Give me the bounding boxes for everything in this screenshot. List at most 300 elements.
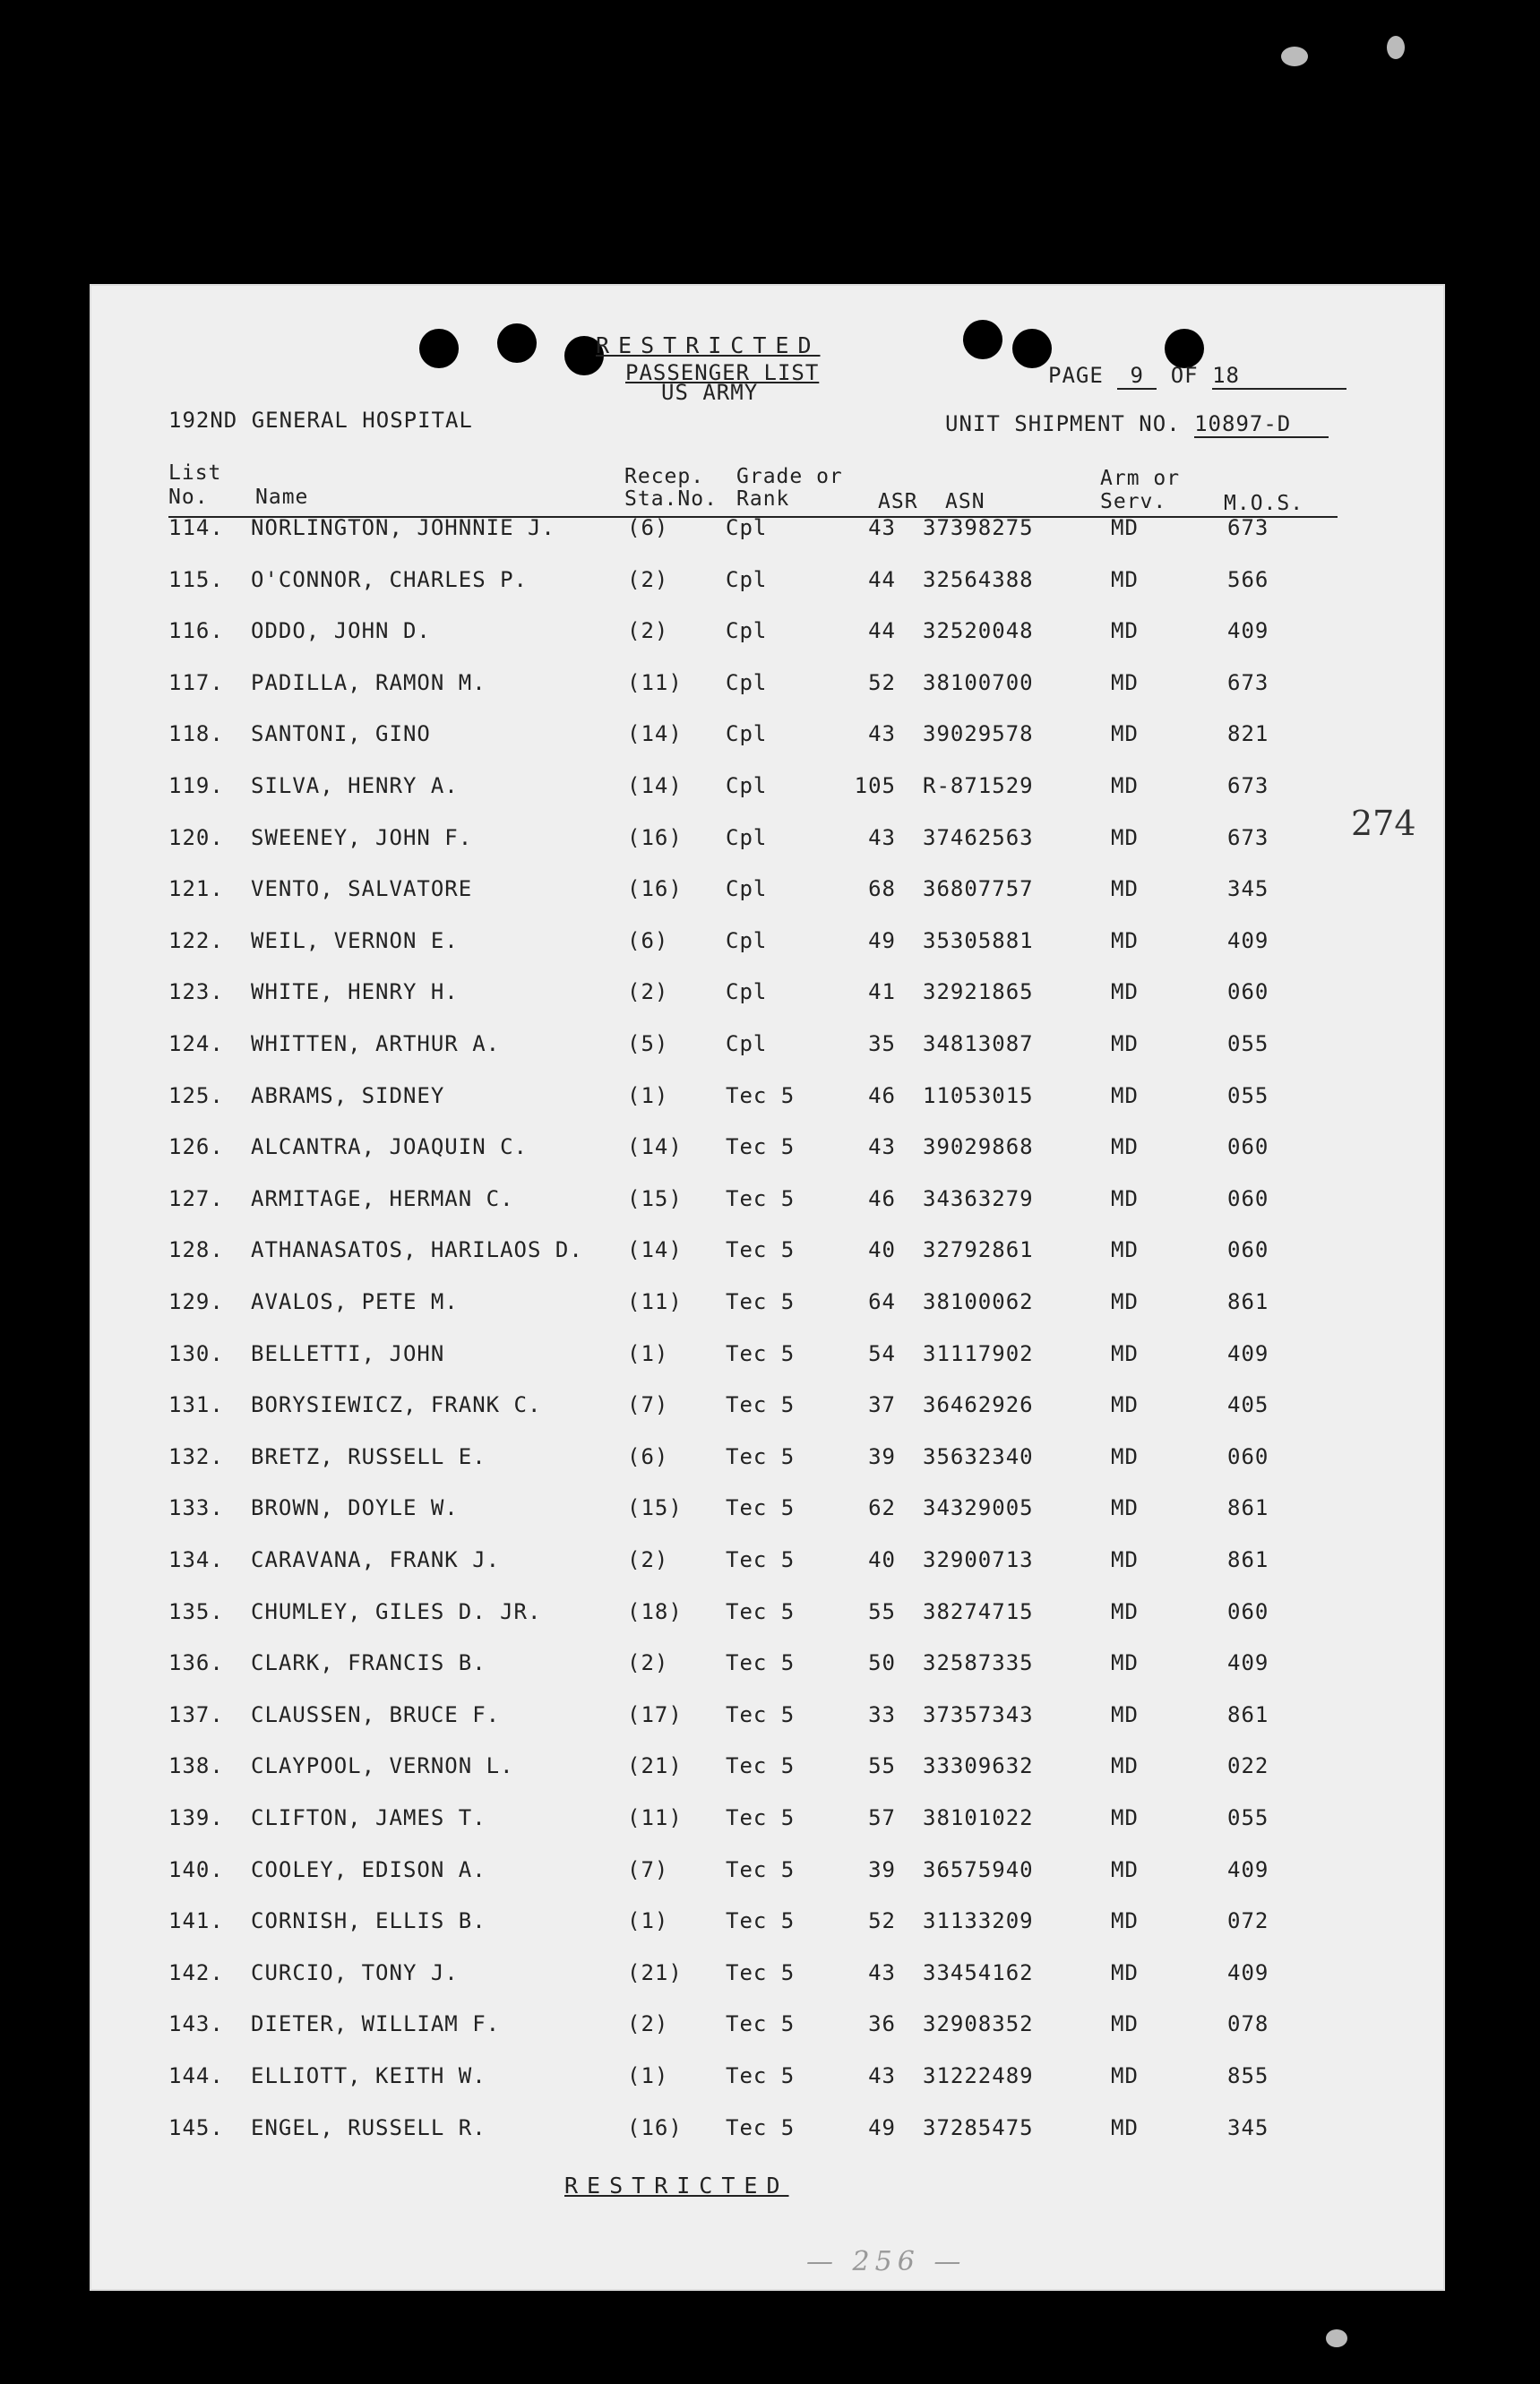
cell-arm: MD bbox=[1111, 1289, 1139, 1314]
cell-rec: (14) bbox=[627, 1134, 683, 1160]
cell-name: BELLETTI, JOHN bbox=[251, 1340, 445, 1366]
cell-mos: 673 bbox=[1227, 669, 1269, 695]
cell-grade: Cpl bbox=[726, 927, 768, 953]
table-row bbox=[90, 1083, 1445, 1115]
table-row bbox=[90, 721, 1445, 753]
table-row bbox=[90, 1289, 1445, 1321]
cell-no: 140. bbox=[168, 1856, 224, 1882]
cell-arm: MD bbox=[1111, 566, 1139, 592]
cell-mos: 855 bbox=[1227, 2063, 1269, 2088]
cell-asn: 36807757 bbox=[923, 876, 1034, 902]
cell-asr: 39 bbox=[868, 1856, 896, 1882]
cell-no: 117. bbox=[168, 669, 224, 695]
cell-arm: MD bbox=[1111, 1547, 1139, 1572]
cell-asn: 35305881 bbox=[923, 927, 1034, 953]
cell-name: BROWN, DOYLE W. bbox=[251, 1495, 459, 1521]
cell-mos: 673 bbox=[1227, 515, 1269, 540]
table-row bbox=[90, 1547, 1445, 1579]
cell-asr: 105 bbox=[854, 773, 896, 798]
cell-asn: 38101022 bbox=[923, 1805, 1034, 1830]
cell-name: ODDO, JOHN D. bbox=[251, 618, 431, 644]
table-row bbox=[90, 515, 1445, 547]
cell-rec: (16) bbox=[627, 876, 683, 902]
handwritten-page-number: — 256 — bbox=[806, 2246, 967, 2277]
cell-no: 141. bbox=[168, 1908, 224, 1934]
cell-grade: Tec 5 bbox=[726, 1908, 796, 1934]
cell-arm: MD bbox=[1111, 824, 1139, 850]
page-number: 9 bbox=[1117, 363, 1157, 390]
cell-no: 128. bbox=[168, 1237, 224, 1263]
cell-mos: 345 bbox=[1227, 2114, 1269, 2140]
table-row bbox=[90, 1341, 1445, 1373]
cell-asr: 43 bbox=[868, 515, 896, 540]
cell-mos: 861 bbox=[1227, 1547, 1269, 1572]
cell-rec: (15) bbox=[627, 1185, 683, 1211]
cell-grade: Cpl bbox=[726, 566, 768, 592]
cell-name: CLAUSSEN, BRUCE F. bbox=[251, 1701, 501, 1727]
cell-asr: 43 bbox=[868, 1134, 896, 1160]
cell-mos: 055 bbox=[1227, 1805, 1269, 1830]
cell-asn: 32520048 bbox=[923, 618, 1034, 644]
cell-name: CURCIO, TONY J. bbox=[251, 1959, 459, 1985]
table-row bbox=[90, 979, 1445, 1011]
table-row bbox=[90, 825, 1445, 857]
table-row bbox=[90, 618, 1445, 650]
page-total: 18 bbox=[1212, 363, 1346, 390]
cell-rec: (1) bbox=[627, 1908, 669, 1934]
cell-mos: 060 bbox=[1227, 1185, 1269, 1211]
cell-grade: Cpl bbox=[726, 824, 768, 850]
col-arm-line2: Serv. bbox=[1100, 490, 1167, 513]
cell-rec: (6) bbox=[627, 1443, 669, 1469]
cell-arm: MD bbox=[1111, 876, 1139, 902]
cell-name: CLAYPOOL, VERNON L. bbox=[251, 1753, 514, 1779]
cell-asn: 39029578 bbox=[923, 721, 1034, 747]
cell-arm: MD bbox=[1111, 979, 1139, 1005]
cell-asn: 31117902 bbox=[923, 1340, 1034, 1366]
shipment-label: UNIT SHIPMENT NO. bbox=[945, 411, 1181, 436]
cell-rec: (16) bbox=[627, 824, 683, 850]
col-asn: ASN bbox=[945, 490, 985, 513]
cell-asn: 37462563 bbox=[923, 824, 1034, 850]
cell-mos: 345 bbox=[1227, 876, 1269, 902]
cell-rec: (2) bbox=[627, 566, 669, 592]
cell-rec: (7) bbox=[627, 1856, 669, 1882]
table-row bbox=[90, 1960, 1445, 1992]
cell-name: SWEENEY, JOHN F. bbox=[251, 824, 473, 850]
cell-grade: Tec 5 bbox=[726, 1753, 796, 1779]
cell-asr: 57 bbox=[868, 1805, 896, 1830]
cell-name: WEIL, VERNON E. bbox=[251, 927, 459, 953]
cell-rec: (14) bbox=[627, 721, 683, 747]
cell-no: 145. bbox=[168, 2114, 224, 2140]
cell-name: ALCANTRA, JOAQUIN C. bbox=[251, 1134, 528, 1160]
cell-asn: 38274715 bbox=[923, 1598, 1034, 1624]
cell-grade: Tec 5 bbox=[726, 1340, 796, 1366]
cell-asr: 50 bbox=[868, 1650, 896, 1676]
cell-asn: 32587335 bbox=[923, 1650, 1034, 1676]
cell-asr: 40 bbox=[868, 1547, 896, 1572]
cell-mos: 861 bbox=[1227, 1289, 1269, 1314]
cell-no: 122. bbox=[168, 927, 224, 953]
cell-no: 124. bbox=[168, 1031, 224, 1056]
cell-no: 143. bbox=[168, 2011, 224, 2037]
col-asr: ASR bbox=[878, 490, 918, 513]
cell-asn: 31133209 bbox=[923, 1908, 1034, 1934]
cell-rec: (2) bbox=[627, 2011, 669, 2037]
cell-asn: 38100062 bbox=[923, 1289, 1034, 1314]
cell-rec: (14) bbox=[627, 1237, 683, 1263]
cell-mos: 409 bbox=[1227, 1340, 1269, 1366]
cell-asr: 54 bbox=[868, 1340, 896, 1366]
cell-mos: 055 bbox=[1227, 1082, 1269, 1108]
cell-grade: Tec 5 bbox=[726, 1443, 796, 1469]
cell-no: 142. bbox=[168, 1959, 224, 1985]
cell-arm: MD bbox=[1111, 1753, 1139, 1779]
cell-asn: 34813087 bbox=[923, 1031, 1034, 1056]
cell-arm: MD bbox=[1111, 1082, 1139, 1108]
cell-name: O'CONNOR, CHARLES P. bbox=[251, 566, 528, 592]
cell-rec: (7) bbox=[627, 1392, 669, 1418]
cell-mos: 409 bbox=[1227, 927, 1269, 953]
page-indicator bbox=[1048, 363, 1346, 390]
cell-no: 126. bbox=[168, 1134, 224, 1160]
cell-rec: (11) bbox=[627, 1289, 683, 1314]
cell-name: COOLEY, EDISON A. bbox=[251, 1856, 486, 1882]
cell-arm: MD bbox=[1111, 2011, 1139, 2037]
document-page bbox=[90, 284, 1445, 2291]
cell-arm: MD bbox=[1111, 1134, 1139, 1160]
cell-mos: 022 bbox=[1227, 1753, 1269, 1779]
cell-asn: 31222489 bbox=[923, 2063, 1034, 2088]
scan-speck bbox=[1281, 47, 1308, 66]
cell-rec: (2) bbox=[627, 979, 669, 1005]
cell-mos: 861 bbox=[1227, 1495, 1269, 1521]
cell-asr: 35 bbox=[868, 1031, 896, 1056]
table-row bbox=[90, 876, 1445, 908]
cell-no: 131. bbox=[168, 1392, 224, 1418]
cell-mos: 673 bbox=[1227, 773, 1269, 798]
cell-name: WHITTEN, ARTHUR A. bbox=[251, 1031, 501, 1056]
cell-arm: MD bbox=[1111, 515, 1139, 540]
side-page-number: 274 bbox=[1351, 804, 1416, 843]
table-row bbox=[90, 1753, 1445, 1786]
table-row bbox=[90, 1444, 1445, 1476]
passenger-list-title: PASSENGER LIST bbox=[625, 360, 820, 385]
cell-no: 115. bbox=[168, 566, 224, 592]
cell-asn: 32908352 bbox=[923, 2011, 1034, 2037]
cell-grade: Tec 5 bbox=[726, 1237, 796, 1263]
cell-mos: 072 bbox=[1227, 1908, 1269, 1934]
table-row bbox=[90, 1186, 1445, 1218]
cell-mos: 055 bbox=[1227, 1031, 1269, 1056]
cell-asr: 43 bbox=[868, 824, 896, 850]
cell-asn: 32921865 bbox=[923, 979, 1034, 1005]
cell-no: 144. bbox=[168, 2063, 224, 2088]
cell-asr: 49 bbox=[868, 2114, 896, 2140]
cell-mos: 060 bbox=[1227, 1237, 1269, 1263]
cell-arm: MD bbox=[1111, 1185, 1139, 1211]
cell-mos: 409 bbox=[1227, 1959, 1269, 1985]
table-row bbox=[90, 773, 1445, 805]
cell-grade: Tec 5 bbox=[726, 2063, 796, 2088]
cell-grade: Tec 5 bbox=[726, 1650, 796, 1676]
cell-mos: 060 bbox=[1227, 1598, 1269, 1624]
cell-grade: Tec 5 bbox=[726, 1856, 796, 1882]
cell-mos: 409 bbox=[1227, 618, 1269, 644]
table-row bbox=[90, 2115, 1445, 2147]
punch-hole bbox=[497, 323, 537, 363]
cell-arm: MD bbox=[1111, 1031, 1139, 1056]
punch-hole bbox=[419, 329, 459, 368]
table-row bbox=[90, 1702, 1445, 1734]
cell-rec: (1) bbox=[627, 1082, 669, 1108]
cell-arm: MD bbox=[1111, 1598, 1139, 1624]
cell-grade: Tec 5 bbox=[726, 1289, 796, 1314]
cell-asn: 33309632 bbox=[923, 1753, 1034, 1779]
cell-arm: MD bbox=[1111, 618, 1139, 644]
cell-name: ARMITAGE, HERMAN C. bbox=[251, 1185, 514, 1211]
cell-mos: 060 bbox=[1227, 979, 1269, 1005]
cell-grade: Tec 5 bbox=[726, 1805, 796, 1830]
cell-arm: MD bbox=[1111, 1805, 1139, 1830]
cell-rec: (1) bbox=[627, 1340, 669, 1366]
cell-no: 138. bbox=[168, 1753, 224, 1779]
cell-arm: MD bbox=[1111, 1392, 1139, 1418]
cell-grade: Tec 5 bbox=[726, 1598, 796, 1624]
cell-asr: 44 bbox=[868, 566, 896, 592]
cell-name: CARAVANA, FRANK J. bbox=[251, 1547, 501, 1572]
col-arm-line1: Arm or bbox=[1100, 467, 1181, 490]
cell-rec: (14) bbox=[627, 773, 683, 798]
punch-hole bbox=[963, 320, 1002, 359]
cell-asr: 55 bbox=[868, 1598, 896, 1624]
cell-name: ELLIOTT, KEITH W. bbox=[251, 2063, 486, 2088]
cell-no: 116. bbox=[168, 618, 224, 644]
cell-no: 129. bbox=[168, 1289, 224, 1314]
cell-mos: 861 bbox=[1227, 1701, 1269, 1727]
cell-grade: Tec 5 bbox=[726, 2011, 796, 2037]
cell-no: 121. bbox=[168, 876, 224, 902]
cell-arm: MD bbox=[1111, 1495, 1139, 1521]
cell-rec: (16) bbox=[627, 2114, 683, 2140]
cell-asn: 37398275 bbox=[923, 515, 1034, 540]
table-row bbox=[90, 1650, 1445, 1683]
cell-no: 136. bbox=[168, 1650, 224, 1676]
cell-mos: 409 bbox=[1227, 1856, 1269, 1882]
scan-speck bbox=[1387, 36, 1405, 59]
cell-rec: (2) bbox=[627, 1650, 669, 1676]
col-list-no-line1: List bbox=[168, 461, 222, 485]
page-label: PAGE bbox=[1048, 363, 1104, 388]
cell-grade: Tec 5 bbox=[726, 1547, 796, 1572]
cell-name: CHUMLEY, GILES D. JR. bbox=[251, 1598, 542, 1624]
table-row bbox=[90, 670, 1445, 702]
cell-arm: MD bbox=[1111, 1237, 1139, 1263]
cell-name: CORNISH, ELLIS B. bbox=[251, 1908, 486, 1934]
table-row bbox=[90, 1495, 1445, 1528]
table-row bbox=[90, 1392, 1445, 1424]
cell-asr: 52 bbox=[868, 669, 896, 695]
table-row bbox=[90, 567, 1445, 599]
cell-grade: Tec 5 bbox=[726, 1392, 796, 1418]
cell-asn: 37357343 bbox=[923, 1701, 1034, 1727]
cell-name: PADILLA, RAMON M. bbox=[251, 669, 486, 695]
cell-grade: Tec 5 bbox=[726, 1185, 796, 1211]
cell-asr: 41 bbox=[868, 979, 896, 1005]
cell-name: BRETZ, RUSSELL E. bbox=[251, 1443, 486, 1469]
col-recep-line2: Sta.No. bbox=[624, 487, 718, 511]
cell-asr: 37 bbox=[868, 1392, 896, 1418]
cell-asr: 44 bbox=[868, 618, 896, 644]
table-row bbox=[90, 1857, 1445, 1889]
cell-rec: (18) bbox=[627, 1598, 683, 1624]
cell-rec: (11) bbox=[627, 669, 683, 695]
cell-arm: MD bbox=[1111, 669, 1139, 695]
cell-arm: MD bbox=[1111, 1856, 1139, 1882]
shipment-number: 10897-D bbox=[1194, 411, 1329, 438]
cell-asr: 55 bbox=[868, 1753, 896, 1779]
cell-no: 137. bbox=[168, 1701, 224, 1727]
cell-no: 139. bbox=[168, 1805, 224, 1830]
cell-grade: Cpl bbox=[726, 669, 768, 695]
cell-asr: 43 bbox=[868, 2063, 896, 2088]
cell-grade: Tec 5 bbox=[726, 1495, 796, 1521]
cell-grade: Tec 5 bbox=[726, 1082, 796, 1108]
cell-name: DIETER, WILLIAM F. bbox=[251, 2011, 501, 2037]
cell-grade: Cpl bbox=[726, 721, 768, 747]
col-grade-line2: Rank bbox=[736, 487, 790, 511]
cell-arm: MD bbox=[1111, 1443, 1139, 1469]
cell-grade: Cpl bbox=[726, 515, 768, 540]
cell-mos: 821 bbox=[1227, 721, 1269, 747]
cell-asn: 34329005 bbox=[923, 1495, 1034, 1521]
col-recep-line1: Recep. bbox=[624, 465, 705, 488]
cell-mos: 060 bbox=[1227, 1134, 1269, 1160]
cell-asr: 43 bbox=[868, 1959, 896, 1985]
table-row bbox=[90, 928, 1445, 960]
cell-grade: Tec 5 bbox=[726, 1701, 796, 1727]
cell-mos: 405 bbox=[1227, 1392, 1269, 1418]
cell-mos: 566 bbox=[1227, 566, 1269, 592]
cell-rec: (17) bbox=[627, 1701, 683, 1727]
cell-mos: 673 bbox=[1227, 824, 1269, 850]
cell-asn: 35632340 bbox=[923, 1443, 1034, 1469]
us-army-subtitle: US ARMY bbox=[661, 380, 759, 405]
cell-asn: 37285475 bbox=[923, 2114, 1034, 2140]
cell-grade: Tec 5 bbox=[726, 1959, 796, 1985]
cell-arm: MD bbox=[1111, 773, 1139, 798]
cell-name: AVALOS, PETE M. bbox=[251, 1289, 459, 1314]
shipment-number-field bbox=[945, 411, 1329, 438]
cell-rec: (2) bbox=[627, 1547, 669, 1572]
cell-name: WHITE, HENRY H. bbox=[251, 979, 459, 1005]
cell-asn: 36575940 bbox=[923, 1856, 1034, 1882]
cell-rec: (11) bbox=[627, 1805, 683, 1830]
punch-hole bbox=[1012, 329, 1052, 368]
cell-rec: (15) bbox=[627, 1495, 683, 1521]
cell-name: CLARK, FRANCIS B. bbox=[251, 1650, 486, 1676]
cell-asr: 43 bbox=[868, 721, 896, 747]
cell-mos: 060 bbox=[1227, 1443, 1269, 1469]
cell-rec: (1) bbox=[627, 2063, 669, 2088]
cell-grade: Tec 5 bbox=[726, 2114, 796, 2140]
cell-asn: 34363279 bbox=[923, 1185, 1034, 1211]
cell-asr: 49 bbox=[868, 927, 896, 953]
table-row bbox=[90, 1805, 1445, 1837]
cell-grade: Tec 5 bbox=[726, 1134, 796, 1160]
cell-arm: MD bbox=[1111, 1650, 1139, 1676]
cell-asr: 64 bbox=[868, 1289, 896, 1314]
col-grade-line1: Grade or bbox=[736, 465, 843, 488]
cell-asn: 32900713 bbox=[923, 1547, 1034, 1572]
cell-grade: Cpl bbox=[726, 876, 768, 902]
cell-arm: MD bbox=[1111, 721, 1139, 747]
restricted-footer: RESTRICTED bbox=[564, 2173, 789, 2199]
cell-rec: (6) bbox=[627, 927, 669, 953]
cell-asr: 40 bbox=[868, 1237, 896, 1263]
cell-name: SILVA, HENRY A. bbox=[251, 773, 459, 798]
cell-grade: Cpl bbox=[726, 1031, 768, 1056]
cell-name: SANTONI, GINO bbox=[251, 721, 431, 747]
table-row bbox=[90, 1237, 1445, 1269]
cell-arm: MD bbox=[1111, 927, 1139, 953]
cell-name: BORYSIEWICZ, FRANK C. bbox=[251, 1392, 542, 1418]
cell-asn: 33454162 bbox=[923, 1959, 1034, 1985]
cell-grade: Cpl bbox=[726, 618, 768, 644]
cell-no: 133. bbox=[168, 1495, 224, 1521]
table-row bbox=[90, 1599, 1445, 1631]
cell-asn: 39029868 bbox=[923, 1134, 1034, 1160]
cell-asn: 32792861 bbox=[923, 1237, 1034, 1263]
cell-asn: 11053015 bbox=[923, 1082, 1034, 1108]
cell-asr: 46 bbox=[868, 1185, 896, 1211]
cell-mos: 409 bbox=[1227, 1650, 1269, 1676]
cell-no: 114. bbox=[168, 515, 224, 540]
cell-no: 130. bbox=[168, 1340, 224, 1366]
cell-arm: MD bbox=[1111, 2063, 1139, 2088]
cell-asr: 62 bbox=[868, 1495, 896, 1521]
cell-no: 135. bbox=[168, 1598, 224, 1624]
cell-no: 123. bbox=[168, 979, 224, 1005]
cell-asn: 38100700 bbox=[923, 669, 1034, 695]
cell-grade: Cpl bbox=[726, 773, 768, 798]
cell-name: VENTO, SALVATORE bbox=[251, 876, 473, 902]
table-row bbox=[90, 2011, 1445, 2044]
cell-mos: 078 bbox=[1227, 2011, 1269, 2037]
table-row bbox=[90, 1134, 1445, 1166]
cell-no: 120. bbox=[168, 824, 224, 850]
cell-no: 132. bbox=[168, 1443, 224, 1469]
cell-rec: (2) bbox=[627, 618, 669, 644]
col-name: Name bbox=[255, 486, 309, 509]
cell-arm: MD bbox=[1111, 1908, 1139, 1934]
cell-asr: 68 bbox=[868, 876, 896, 902]
cell-grade: Cpl bbox=[726, 979, 768, 1005]
cell-arm: MD bbox=[1111, 2114, 1139, 2140]
cell-arm: MD bbox=[1111, 1959, 1139, 1985]
col-mos: M.O.S. bbox=[1224, 492, 1304, 515]
cell-name: ATHANASATOS, HARILAOS D. bbox=[251, 1237, 583, 1263]
cell-name: CLIFTON, JAMES T. bbox=[251, 1805, 486, 1830]
table-row bbox=[90, 1908, 1445, 1941]
unit-name: 192ND GENERAL HOSPITAL bbox=[168, 408, 473, 433]
cell-rec: (6) bbox=[627, 515, 669, 540]
cell-rec: (5) bbox=[627, 1031, 669, 1056]
cell-asr: 33 bbox=[868, 1701, 896, 1727]
cell-asn: R-871529 bbox=[923, 773, 1034, 798]
cell-asr: 52 bbox=[868, 1908, 896, 1934]
